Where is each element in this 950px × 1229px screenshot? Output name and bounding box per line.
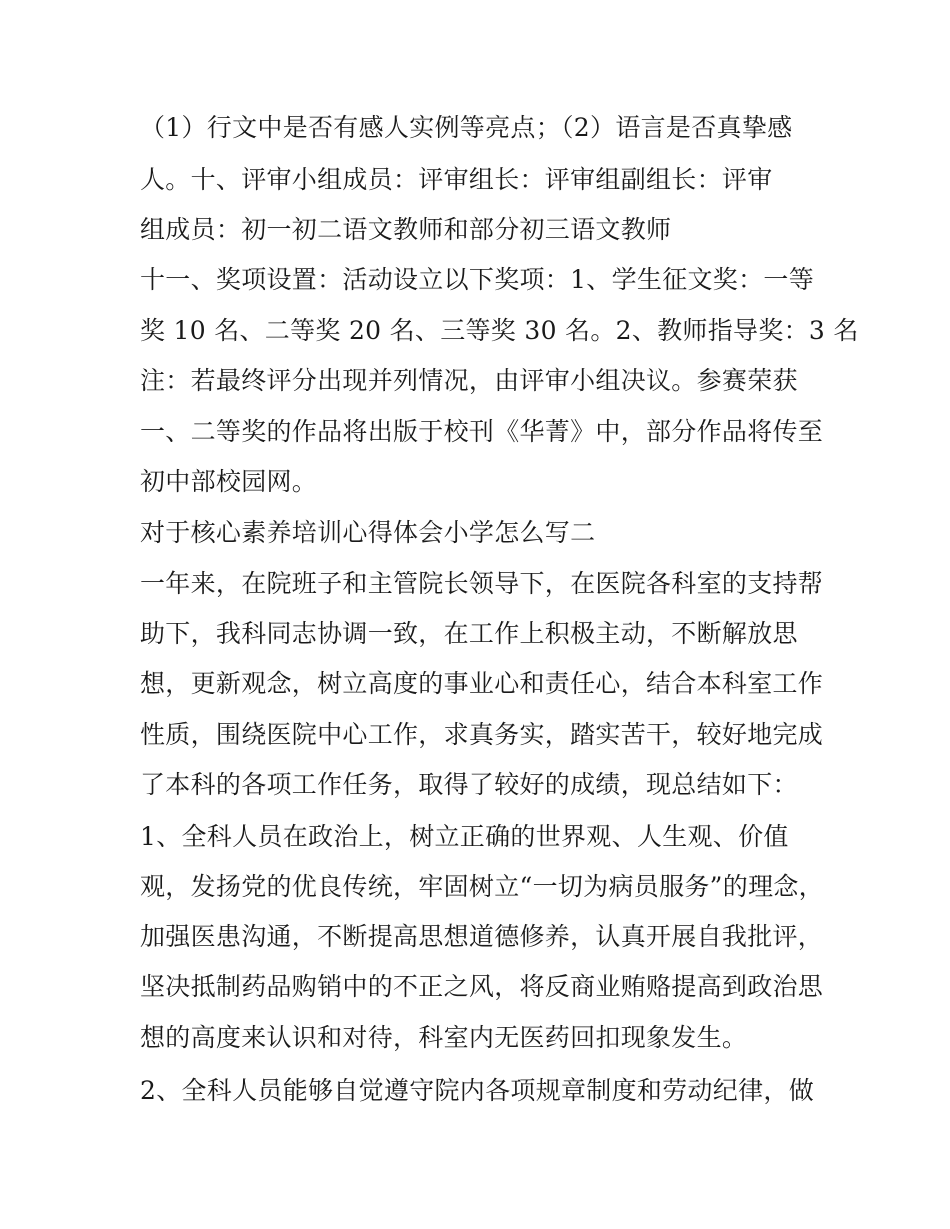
text-line: 一年来，在院班子和主管院长领导下，在医院各科室的支持帮 (140, 569, 824, 598)
text-line: 1、全科人员在政治上，树立正确的世界观、人生观、价值 (140, 822, 789, 851)
text-line: （1）行文中是否有感人实例等亮点；（2）语言是否真挚感 (140, 113, 793, 142)
text-line: 坚决抵制药品购销中的不正之风，将反商业贿赂提高到政治思 (140, 972, 824, 1001)
text-line: 奖 10 名、二等奖 20 名、三等奖 30 名。2、教师指导奖：3 名 (140, 316, 859, 345)
text-line: 了本科的各项工作任务，取得了较好的成绩，现总结如下： (140, 770, 798, 799)
text-line: 观，发扬党的优良传统，牢固树立“一切为病员服务”的理念， (140, 872, 824, 901)
text-line: 一、二等奖的作品将出版于校刊《华菁》中，部分作品将传至 (140, 417, 824, 446)
text-line: 想，更新观念，树立高度的事业心和责任心，结合本科室工作 (140, 669, 824, 698)
text-line: 组成员：初一初二语文教师和部分初三语文教师 (140, 215, 672, 244)
text-line: 十一、奖项设置：活动设立以下奖项：1、学生征文奖：一等 (140, 265, 815, 294)
text-line: 助下，我科同志协调一致，在工作上积极主动，不断解放思 (140, 619, 798, 648)
text-line: 想的高度来认识和对待，科室内无医药回扣现象发生。 (140, 1023, 748, 1052)
text-line: 性质，围绕医院中心工作，求真务实，踏实苦干，较好地完成 (140, 720, 824, 749)
text-line: 加强医患沟通，不断提高思想道德修养，认真开展自我批评， (140, 922, 824, 951)
text-line: 初中部校园网。 (140, 467, 318, 496)
text-line: 人。十、评审小组成员：评审组长：评审组副组长：评审 (140, 165, 773, 194)
text-line: 2、全科人员能够自觉遵守院内各项规章制度和劳动纪律，做 (140, 1076, 815, 1105)
text-line: 注：若最终评分出现并列情况，由评审小组决议。参赛荣获 (140, 366, 798, 395)
section-heading: 对于核心素养培训心得体会小学怎么写二 (140, 518, 596, 547)
